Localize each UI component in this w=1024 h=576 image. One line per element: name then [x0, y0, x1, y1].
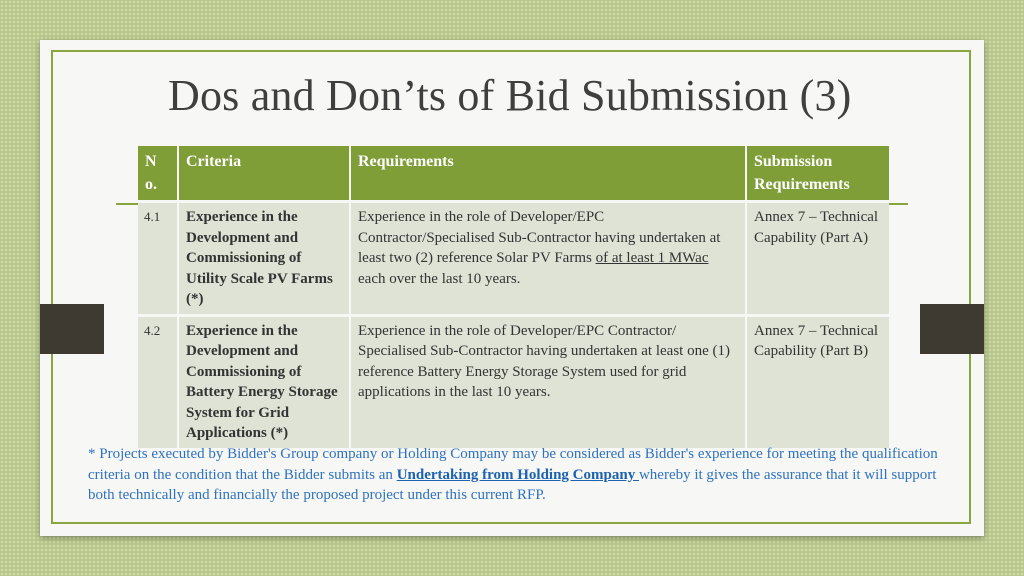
left-side-tab	[40, 304, 104, 354]
row-number: 4.2	[138, 315, 178, 448]
header-submission-requirements: Submission Requirements	[746, 146, 889, 202]
header-no: N o.	[138, 146, 178, 202]
criteria-table	[138, 146, 889, 448]
row-criteria: Experience in the Development and Commissioning of Utility Scale PV Farms (*)	[178, 202, 350, 316]
header-criteria: Criteria	[178, 146, 350, 202]
table-header-row	[138, 146, 889, 202]
table-row	[138, 202, 889, 316]
right-rule-line	[888, 203, 908, 205]
right-side-tab	[920, 304, 984, 354]
undertaking-link[interactable]: Undertaking from Holding Company	[396, 466, 639, 483]
footnote	[88, 444, 948, 506]
row-submission: Annex 7 – Technical Capability (Part B)	[746, 315, 889, 448]
row-requirements: Experience in the role of Developer/EPC Contractor/ Specialised Sub-Contractor having undertaken at least one (1) reference Battery Energy Storage System used for grid applications in the last 10 years.	[350, 315, 746, 448]
requirements-underlined-text: of at least 1 MWac	[595, 250, 709, 266]
header-requirements: Requirements	[350, 146, 746, 202]
table-row	[138, 315, 889, 448]
page-title: Dos and Don’ts of Bid Submission (3)	[168, 71, 852, 120]
requirements-text-end: each over the last 10 years.	[358, 270, 521, 287]
footnote-text-end: whereby it gives the assurance that it will support both technically and financially the proposed project under this current RFP.	[88, 466, 937, 503]
footnote-text: * Projects executed by Bidder's Group company or Holding Company may be considered as Bidder's experience for meeting the qualification criteria on the condition that the Bidder submits an	[88, 446, 938, 483]
row-requirements	[350, 202, 746, 316]
requirements-text: Experience in the role of Developer/EPC Contractor/Specialised Sub-Contractor having undertaken at least two (2) reference Solar PV Farms	[358, 209, 721, 266]
left-rule-line	[116, 203, 138, 205]
row-submission: Annex 7 – Technical Capability (Part A)	[746, 202, 889, 316]
row-criteria: Experience in the Development and Commissioning of Battery Energy Storage System for Grid Applications (*)	[178, 315, 350, 448]
row-number: 4.1	[138, 202, 178, 316]
